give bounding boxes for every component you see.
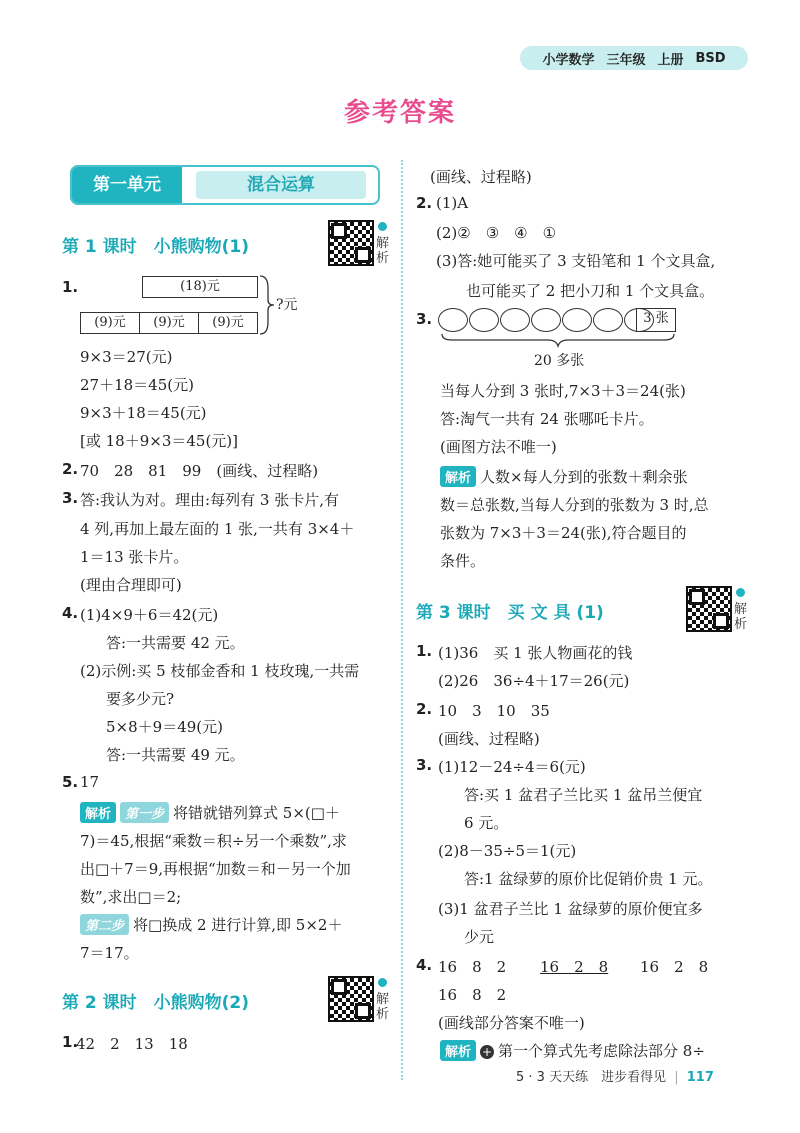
step1-tag: 第一步: [120, 802, 169, 823]
q3-line: (理由合理即可): [80, 576, 182, 594]
q5-explain-line: 出□＋7＝9,再根据“加数＝和－另一个加: [80, 860, 351, 878]
q4-line: 要多少元?: [106, 690, 175, 708]
analysis-tag: 解析: [440, 466, 476, 487]
q5-explain-line: 7＝17。: [80, 944, 139, 962]
footer-separator: |: [674, 1070, 679, 1085]
q5-explain-line: [80, 914, 342, 935]
qr-label: 解析: [734, 602, 748, 632]
circle-icon: [562, 308, 592, 332]
q3-number: 3.: [62, 489, 79, 507]
l3-q1-line: (2)26 36÷4＋17＝26(元): [438, 672, 630, 690]
r-q2-line: (1)A: [436, 194, 469, 212]
q5-explain-text: 将错就错列算式 5×(□＋: [173, 804, 340, 822]
play-icon: [378, 222, 387, 231]
play-icon: [736, 588, 745, 597]
unit-name: 混合运算: [196, 171, 366, 199]
l3-q3-line: 答:1 盆绿萝的原价比促销价贵 1 元。: [464, 870, 713, 888]
l3-q4-explain: [440, 1040, 705, 1061]
qr-code-icon[interactable]: [328, 976, 374, 1022]
page-footer: [516, 1066, 714, 1085]
circle-icon: [438, 308, 468, 332]
r-q3-explain: 条件。: [440, 552, 486, 570]
page-title: 参考答案: [343, 98, 456, 128]
q1-line: 9×3＋18＝45(元): [80, 404, 207, 422]
r-q2-number: 2.: [416, 194, 433, 212]
grade: 三年级: [606, 52, 646, 68]
q1-cell: (9)元: [80, 312, 140, 334]
play-icon: [378, 978, 387, 987]
q3-line: 1＝13 张卡片。: [80, 548, 189, 566]
q3-brace-label: 20 多张: [534, 353, 585, 369]
r-q3-explain: [440, 466, 688, 487]
q2-number: 2.: [62, 460, 79, 478]
q4-line: 答:一共需要 42 元。: [106, 634, 245, 652]
l3-q3-line: (3)1 盆君子兰比 1 盆绿萝的原价便宜多: [438, 900, 703, 918]
r-note: (画线、过程略): [430, 168, 532, 186]
lesson-1-title: 第 1 课时 小熊购物(1): [62, 237, 250, 257]
q4-number: 4.: [62, 604, 79, 622]
qr-code-icon[interactable]: [328, 220, 374, 266]
analysis-tag: 解析: [80, 802, 116, 823]
l3-q3-line: 少元: [464, 928, 495, 946]
l3-q4-explain-text: 第一个算式先考虑除法部分 8÷: [498, 1042, 705, 1060]
term: 上册: [657, 52, 684, 68]
l3-q3-line: (1)12－24÷4＝6(元): [438, 758, 586, 776]
unit-banner: [70, 165, 380, 205]
r-q3-number: 3.: [416, 310, 433, 328]
l3-q3-line: 答:买 1 盆君子兰比买 1 盆吊兰便宜: [464, 786, 703, 804]
q1-top-box: (18)元: [142, 276, 258, 298]
l2-q1-answer: 42 2 13 18: [76, 1035, 188, 1053]
r-q3-line: 答:淘气一共有 24 张哪吒卡片。: [440, 410, 654, 428]
q4-line: (2)示例:买 5 枝郁金香和 1 枝玫瑰,一共需: [80, 662, 360, 680]
q5-explain-line: 数”,求出□＝2;: [80, 888, 182, 906]
q5-number: 5.: [62, 773, 79, 791]
lesson-2-title: 第 2 课时 小熊购物(2): [62, 993, 250, 1013]
circle-icon: [531, 308, 561, 332]
l3-q2-line: 10 3 10 35: [438, 702, 550, 720]
l3-q3-line: (2)8－35÷5＝1(元): [438, 842, 577, 860]
q5-explain-line: [80, 802, 340, 823]
l3-q4-group: 16 8 2: [438, 958, 507, 976]
q1-cell: (9)元: [139, 312, 199, 334]
r-q3-explain: 数＝总张数,当每人分到的张数为 3 时,总: [440, 496, 709, 514]
l3-q4-note: (画线部分答案不唯一): [438, 1014, 585, 1032]
circle-icon: [469, 308, 499, 332]
q1-line: 9×3＝27(元): [80, 348, 173, 366]
q3-line: 答:我认为对。理由:每列有 3 张卡片,有: [80, 491, 339, 509]
subject: 小学数学: [542, 52, 595, 68]
circle-icon: [593, 308, 623, 332]
r-q2-line: (3)答:她可能买了 3 支铅笔和 1 个文具盒,: [436, 252, 716, 270]
q4-line: 5×8＋9＝49(元): [106, 718, 223, 736]
q3-bottom-brace: [440, 332, 676, 348]
qr-label: 解析: [376, 992, 390, 1022]
q1-brace: [258, 274, 278, 336]
analysis-tag: 解析: [440, 1040, 476, 1061]
l3-q1-line: (1)36 买 1 张人物画花的钱: [438, 644, 633, 662]
q1-brace-label: ?元: [276, 297, 298, 313]
q4-line: (1)4×9＋6＝42(元): [80, 606, 219, 624]
edition: BSD: [695, 50, 726, 66]
unit-label: 第一单元: [72, 167, 182, 203]
step2-tag: 第二步: [80, 914, 129, 935]
q1-number: 1.: [62, 278, 79, 296]
column-divider: [401, 160, 403, 1080]
r-q3-explain-text: 人数×每人分到的张数＋剩余张: [480, 468, 688, 486]
l3-q4-number: 4.: [416, 956, 433, 974]
lesson-3-title: 第 3 课时 买 文 具 (1): [416, 603, 604, 623]
q5-answer: 17: [80, 773, 100, 791]
l3-q1-number: 1.: [416, 642, 433, 660]
q3-line: 4 列,再加上最左面的 1 张,一共有 3×4＋: [80, 520, 355, 538]
r-q3-line: 当每人分到 3 张时,7×3＋3＝24(张): [440, 382, 686, 400]
remainder-box: 3 张: [636, 308, 676, 332]
q5-explain-line: 7)＝45,根据“乘数＝积÷另一个乘数”,求: [80, 832, 347, 850]
qr-code-icon[interactable]: [686, 586, 732, 632]
l3-q3-line: 6 元。: [464, 814, 509, 832]
r-q2-line: 也可能买了 2 把小刀和 1 个文具盒。: [466, 282, 715, 300]
footer-brand: 5 · 3 天天练 进步看得见: [516, 1070, 667, 1085]
circle-icon: [500, 308, 530, 332]
l3-q4-group-underlined: 16 2 8: [540, 958, 609, 976]
book-header: [520, 46, 748, 70]
q1-line: [或 18＋9×3＝45(元)]: [80, 432, 239, 450]
r-q2-line: (2)② ③ ④ ①: [436, 224, 557, 242]
page-number: 117: [686, 1070, 714, 1085]
q5-explain-text: 将□换成 2 进行计算,即 5×2＋: [133, 916, 343, 934]
l3-q4-group: 16 2 8: [640, 958, 709, 976]
q2-answer: 70 28 81 99 (画线、过程略): [80, 462, 319, 480]
l2-q1-number: 1.: [62, 1033, 79, 1051]
l3-q2-line: (画线、过程略): [438, 730, 540, 748]
r-q3-line: (画图方法不唯一): [440, 438, 557, 456]
q4-line: 答:一共需要 49 元。: [106, 746, 245, 764]
r-q3-explain: 张数为 7×3＋3＝24(张),符合题目的: [440, 524, 687, 542]
l3-q4-group: 16 8 2: [438, 986, 507, 1004]
plus-circle-icon: +: [481, 1045, 493, 1059]
l3-q3-number: 3.: [416, 756, 433, 774]
l3-q2-number: 2.: [416, 700, 433, 718]
q1-cell: (9)元: [198, 312, 258, 334]
q1-line: 27＋18＝45(元): [80, 376, 194, 394]
qr-label: 解析: [376, 236, 390, 266]
